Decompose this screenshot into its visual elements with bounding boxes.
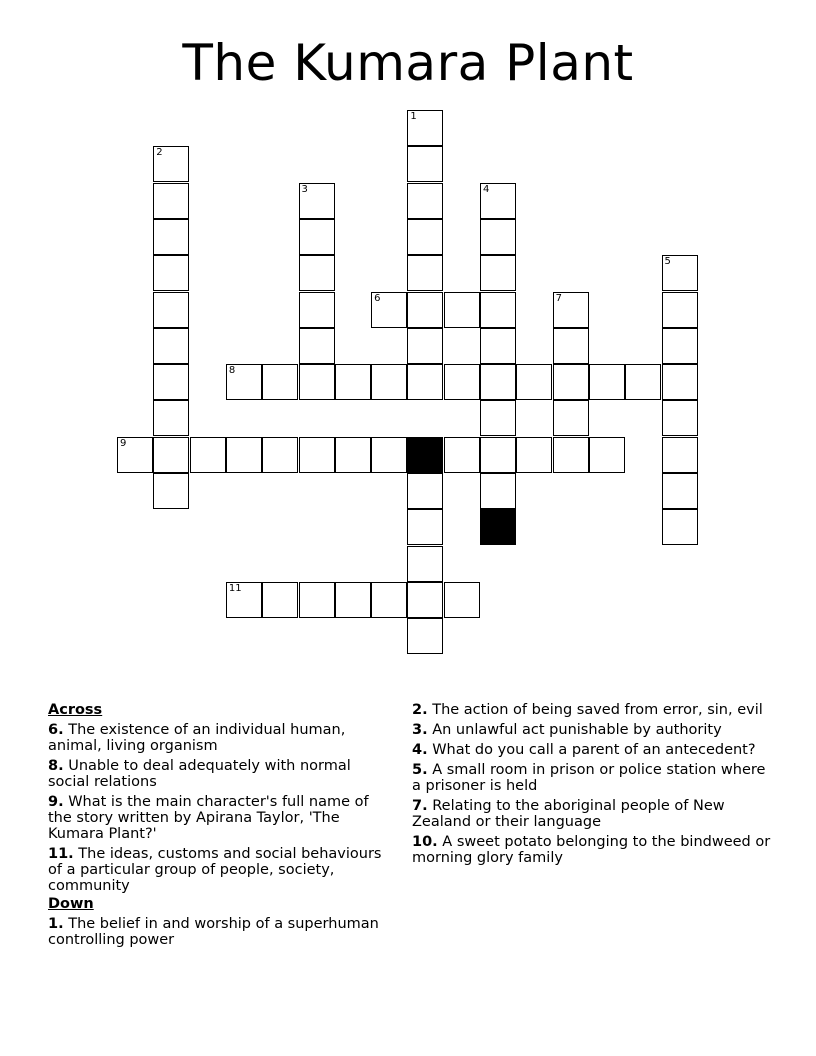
grid-cell[interactable] <box>444 437 480 473</box>
clue-down-5 <box>412 762 772 794</box>
clue-number: 10. <box>412 834 438 850</box>
grid-cell[interactable] <box>444 364 480 400</box>
grid-cell[interactable] <box>516 437 552 473</box>
black-square <box>480 509 516 545</box>
grid-cell[interactable] <box>444 582 480 618</box>
clue-down-10 <box>412 834 772 866</box>
clue-number-label: 1 <box>410 111 417 122</box>
grid-cell[interactable] <box>553 400 589 436</box>
grid-cell[interactable] <box>407 546 443 582</box>
grid-cell[interactable] <box>153 255 189 291</box>
grid-cell[interactable] <box>553 292 589 328</box>
grid-cell[interactable] <box>480 364 516 400</box>
clue-number-label: 4 <box>483 183 490 195</box>
grid-cell[interactable] <box>407 110 443 146</box>
grid-cell[interactable] <box>153 183 189 219</box>
grid-cell[interactable] <box>299 437 335 473</box>
across-heading: Across <box>48 702 103 718</box>
grid-cell[interactable] <box>662 292 698 328</box>
grid-cell[interactable] <box>153 400 189 436</box>
grid-cell[interactable] <box>190 437 226 473</box>
grid-cell[interactable] <box>371 364 407 400</box>
clue-number: 1. <box>48 916 64 932</box>
grid-cell[interactable] <box>299 328 335 364</box>
grid-cell[interactable] <box>480 473 516 509</box>
grid-cell[interactable] <box>262 437 298 473</box>
grid-cell[interactable] <box>662 255 698 291</box>
grid-cell[interactable] <box>662 509 698 545</box>
grid-cell[interactable] <box>226 582 262 618</box>
clue-text: Relating to the aboriginal people of New Zealand or their language <box>412 798 725 830</box>
grid-cell[interactable] <box>153 437 189 473</box>
grid-cell[interactable] <box>480 255 516 291</box>
grid-cell[interactable] <box>299 183 335 219</box>
grid-cell[interactable] <box>335 582 371 618</box>
grid-cell[interactable] <box>553 328 589 364</box>
grid-cell[interactable] <box>480 400 516 436</box>
clue-text: The action of being saved from error, sin, evil <box>432 702 763 718</box>
clue-number: 6. <box>48 722 64 738</box>
clue-number: 9. <box>48 794 64 810</box>
clue-number: 3. <box>412 722 428 738</box>
clue-text: A sweet potato belonging to the bindweed or morning glory family <box>412 834 771 866</box>
grid-cell[interactable] <box>371 437 407 473</box>
grid-cell[interactable] <box>371 582 407 618</box>
grid-cell[interactable] <box>262 582 298 618</box>
grid-cell[interactable] <box>407 582 443 618</box>
grid-cell[interactable] <box>625 364 661 400</box>
grid-cell[interactable] <box>589 364 625 400</box>
grid-cell[interactable] <box>407 509 443 545</box>
grid-cell[interactable] <box>226 364 262 400</box>
clue-number-label: 2 <box>156 147 163 159</box>
clue-down-4 <box>412 742 772 758</box>
clue-down-1 <box>48 916 393 948</box>
grid-cell[interactable] <box>153 219 189 255</box>
black-square <box>407 437 443 473</box>
grid-cell[interactable] <box>662 437 698 473</box>
grid-cell[interactable] <box>153 328 189 364</box>
grid-cell[interactable] <box>553 437 589 473</box>
clue-across-8 <box>48 758 393 790</box>
grid-cell[interactable] <box>299 582 335 618</box>
clue-text: The existence of an individual human, animal, living organism <box>48 722 346 754</box>
clue-text: What do you call a parent of an antecedent? <box>432 742 756 758</box>
clue-number: 7. <box>412 798 428 814</box>
clue-down-7 <box>412 798 772 830</box>
grid-cell[interactable] <box>407 183 443 219</box>
clue-down-2 <box>412 702 772 718</box>
grid-cell[interactable] <box>662 364 698 400</box>
clue-number-label: 6 <box>374 292 381 304</box>
grid-cell[interactable] <box>299 255 335 291</box>
clue-number: 5. <box>412 762 428 778</box>
clue-text: What is the main character's full name of the story written by Apirana Taylor, 'The Kumara Plant?' <box>48 794 369 842</box>
grid-cell[interactable] <box>480 328 516 364</box>
clue-text: A small room in prison or police station where a prisoner is held <box>412 762 766 794</box>
grid-cell[interactable] <box>153 146 189 182</box>
clue-across-9 <box>48 794 393 842</box>
grid-cell[interactable] <box>407 146 443 182</box>
puzzle-title: The Kumara Plant <box>182 34 634 92</box>
clues-left-column <box>48 702 393 952</box>
grid-cell[interactable] <box>553 364 589 400</box>
clue-number: 11. <box>48 846 74 862</box>
grid-cell[interactable] <box>335 437 371 473</box>
clue-number-label: 5 <box>664 256 671 268</box>
grid-cell[interactable] <box>407 473 443 509</box>
clue-number-label: 9 <box>120 437 127 449</box>
grid-cell[interactable] <box>407 328 443 364</box>
clue-across-6 <box>48 722 393 754</box>
grid-cell[interactable] <box>153 473 189 509</box>
grid-cell[interactable] <box>589 437 625 473</box>
grid-cell[interactable] <box>516 364 552 400</box>
grid-cell[interactable] <box>662 328 698 364</box>
grid-cell[interactable] <box>335 364 371 400</box>
grid-cell[interactable] <box>299 364 335 400</box>
grid-cell[interactable] <box>407 219 443 255</box>
grid-cell[interactable] <box>407 618 443 654</box>
clue-across-11 <box>48 846 393 894</box>
grid-cell[interactable] <box>662 473 698 509</box>
clue-number: 8. <box>48 758 64 774</box>
grid-cell[interactable] <box>117 437 153 473</box>
grid-cell[interactable] <box>153 292 189 328</box>
grid-cell[interactable] <box>480 292 516 328</box>
clue-number: 4. <box>412 742 428 758</box>
grid-cell[interactable] <box>662 400 698 436</box>
grid-cell[interactable] <box>444 292 480 328</box>
grid-cell[interactable] <box>407 292 443 328</box>
grid-cell[interactable] <box>407 364 443 400</box>
grid-cell[interactable] <box>480 437 516 473</box>
clues-right-column <box>412 702 772 870</box>
clue-text: The belief in and worship of a superhuman controlling power <box>48 916 379 948</box>
grid-cell[interactable] <box>262 364 298 400</box>
grid-cell[interactable] <box>299 292 335 328</box>
clue-text: An unlawful act punishable by authority <box>432 722 722 738</box>
clue-number-label: 8 <box>228 365 236 377</box>
grid-cell[interactable] <box>226 437 262 473</box>
grid-cell[interactable] <box>299 219 335 255</box>
clue-number: 2. <box>412 702 428 718</box>
grid-cell[interactable] <box>153 364 189 400</box>
clue-text: Unable to deal adequately with normal social relations <box>48 758 351 790</box>
grid-cell[interactable] <box>407 255 443 291</box>
clue-text: The ideas, customs and social behaviours of a particular group of people, society, community <box>48 846 382 894</box>
clue-down-3 <box>412 722 772 738</box>
clue-number-label: 3 <box>301 183 308 195</box>
grid-cell[interactable] <box>480 183 516 219</box>
clue-number-label: 11 <box>228 582 242 594</box>
grid-cell[interactable] <box>480 219 516 255</box>
clue-number-label: 7 <box>555 292 562 304</box>
down-heading: Down <box>48 896 94 912</box>
grid-cell[interactable] <box>371 292 407 328</box>
